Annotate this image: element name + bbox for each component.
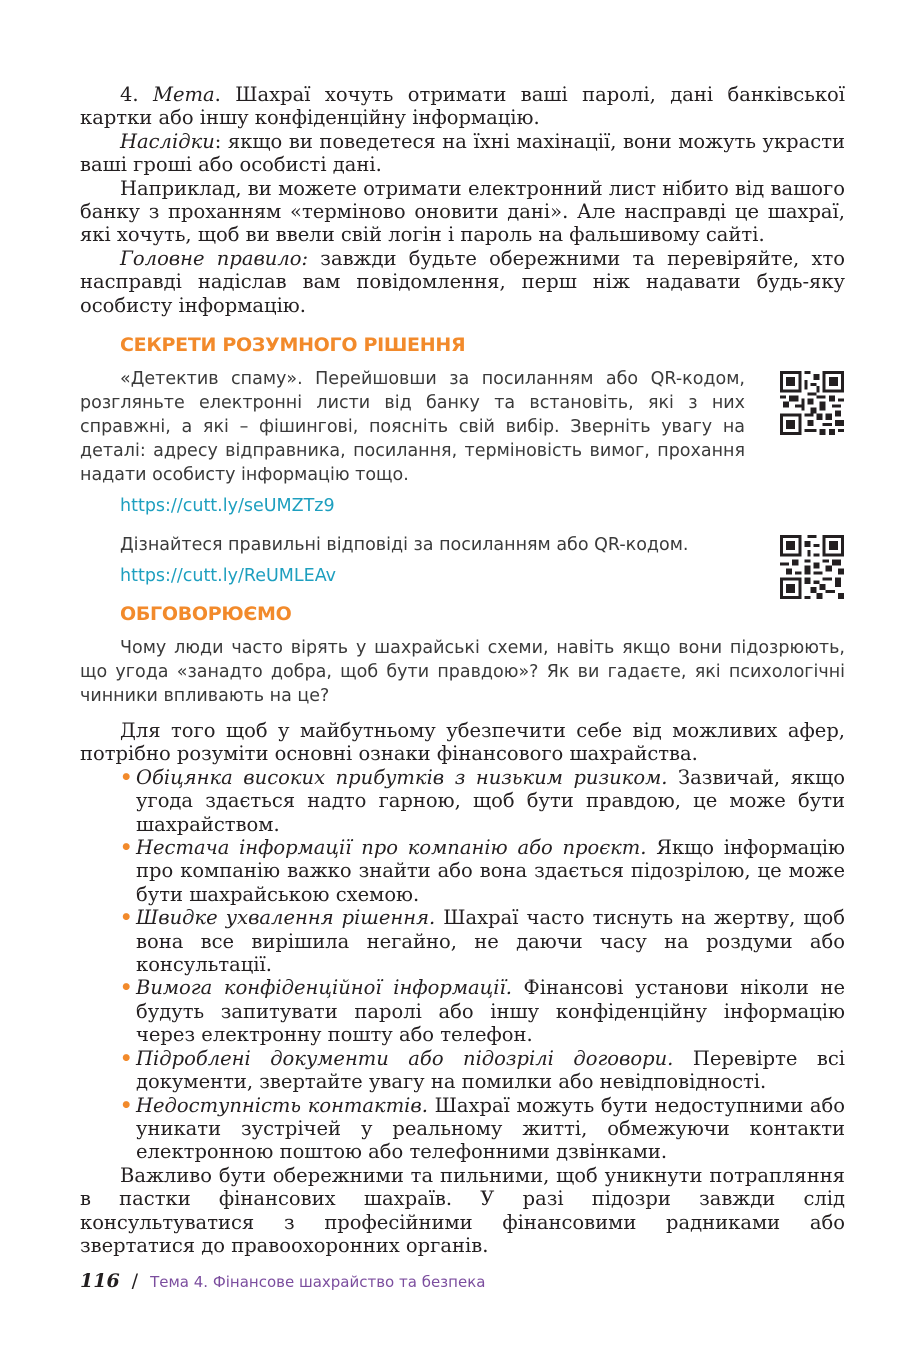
paragraph-goal: 4. Мета. Шахраї хочуть отримати ваші паролі, дані банківської картки або іншу конфіденційну інформацію. — [80, 83, 845, 130]
list-item: • Недоступність контактів. Шахраї можуть бути недоступними або уникати зустрічей у реальному житті, обмежуючи контакти електронною поштою або телефонними дзвінками. — [120, 1093, 845, 1164]
page-footer — [80, 1270, 485, 1292]
paragraph-example: Наприклад, ви можете отримати електронний лист нібито від вашого банку з проханням «терміново оновити дані». Але насправді це шахраї, які хочуть, щоб ви ввели свій логін і пароль на фальшивому сайті. — [80, 176, 845, 247]
page-number: 116 — [80, 1270, 120, 1292]
term-goal: Мета — [153, 83, 215, 106]
list-item: • Підроблені документи або підозрілі договори. Перевірте всі документи, звертайте увагу на помилки або невідповідності. — [120, 1046, 845, 1094]
footer-separator: / — [131, 1270, 139, 1292]
term-main-rule: Головне правило: — [120, 246, 309, 270]
signs-conclusion: Важливо бути обережними та пильними, щоб уникнути потрапляння в пастки фінансових шахраїв. У разі підозри завжди слід консультуватися з професійними фінансовими радниками або звертатися до правоохоронних органів. — [80, 1163, 845, 1257]
signs-list — [80, 766, 845, 1164]
qr-code-icon[interactable] — [780, 371, 844, 435]
section-heading-discuss: ОБГОВОРЮЄМО — [120, 603, 292, 625]
answers-text: Дізнайтеся правильні відповіді за посиланням або QR-кодом. — [120, 535, 689, 555]
list-item: • Швидке ухвалення рішення. Шахраї часто тиснуть на жертву, щоб вона все вирішила негайно, не даючи часу на роздуми або консультації. — [120, 906, 845, 977]
fraud-signs-section — [80, 719, 845, 1257]
list-item: • Нестача інформації про компанію або проєкт. Якщо інформацію про компанію важко знайти або вона здається підозрілою, це може бути шахрайською схемою. — [120, 836, 846, 906]
secrets-task-text: «Детектив спаму». Перейшовши за посиланням або QR-кодом, розгляньте електронні листи від банку та встановіть, які з них справжні, а які – фішингові, поясніть свій вибір. Зверніть увагу на деталі: адресу відправника, посилання, терміновість вимог, прохання надати особисту інформацію тощо. — [80, 369, 745, 485]
paragraph-main-rule: Головне правило: завжди будьте обережними та перевіряйте, хто насправді надіслав вам повідомлення, перш ніж надавати будь-яку особисту інформацію. — [80, 246, 845, 317]
link-answers[interactable]: https://cutt.ly/ReUMLEAv — [120, 566, 336, 586]
term-consequences: Наслідки — [120, 129, 215, 153]
qr-code-icon[interactable] — [780, 535, 844, 599]
list-item: • Обіцянка високих прибутків з низьким ризиком. Зазвичай, якщо угода здається надто гарною, щоб бути правдою, це може бути шахрайством. — [120, 765, 845, 836]
bullet-icon: • — [120, 976, 133, 1000]
link-spam-detective[interactable]: https://cutt.ly/seUMZTz9 — [120, 496, 335, 516]
topic-title: Тема 4. Фінансове шахрайство та безпека — [150, 1273, 486, 1291]
bullet-icon: • — [120, 1093, 133, 1117]
bullet-icon: • — [120, 1046, 133, 1070]
section-heading-secrets: СЕКРЕТИ РОЗУМНОГО РІШЕННЯ — [120, 334, 466, 356]
discuss-question-text: Чому люди часто вірять у шахрайські схеми, навіть якщо вони підозрюють, що угода «занадто добра, щоб бути правдою»? Як ви гадаєте, які психологічні чинники впливають на це? — [80, 638, 845, 706]
signs-intro: Для того щоб у майбутньому убезпечити себе від можливих афер, потрібно розуміти основні ознаки фінансового шахрайства. — [80, 719, 845, 766]
paragraph-consequences: Наслідки: якщо ви поведетеся на їхні махінації, вони можуть украсти ваші гроші або особисті дані. — [80, 129, 845, 177]
bullet-icon: • — [120, 765, 133, 789]
list-item: • Вимога конфіденційної інформації. Фінансові установи ніколи не будуть запитувати паролі або іншу конфіденційну інформацію через електронну пошту або телефон. — [120, 976, 845, 1047]
intro-section — [80, 83, 845, 317]
bullet-icon: • — [120, 906, 133, 930]
bullet-icon: • — [120, 836, 133, 860]
